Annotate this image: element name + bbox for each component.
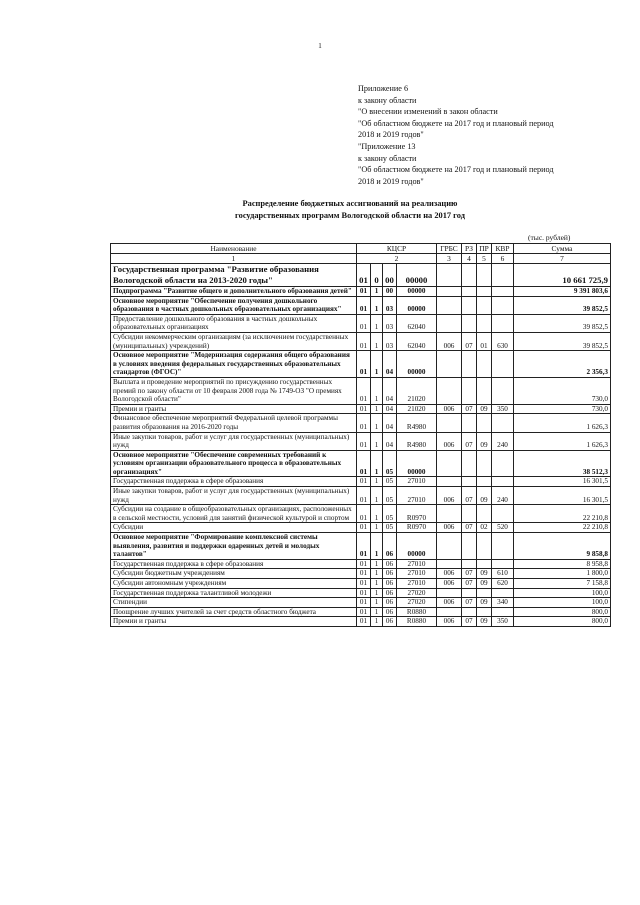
budget-table	[110, 243, 611, 627]
cell-name: Поощрение лучших учителей за счет средств областного бюджета	[111, 607, 357, 617]
cell-pr: 01	[477, 332, 492, 350]
cell-sum: 800,0	[514, 617, 611, 627]
cell-sum: 39 852,5	[514, 314, 611, 332]
cell-grbs: 006	[437, 432, 462, 450]
cell-kcsr-2: 1	[371, 351, 383, 378]
annex-line: Приложение 6	[358, 84, 409, 93]
cell-grbs: 006	[437, 332, 462, 350]
cell-kcsr-1: 01	[357, 351, 371, 378]
cell-rz: 07	[462, 523, 477, 533]
cell-kcsr-4: 00000	[397, 296, 437, 314]
cell-grbs: 006	[437, 598, 462, 608]
cell-kcsr-4: 27010	[397, 569, 437, 579]
cell-grbs	[437, 287, 462, 297]
cell-kcsr-3: 00	[383, 264, 397, 287]
cell-kcsr-4: R0970	[397, 505, 437, 523]
cell-name: Финансовое обеспечение мероприятий Федеральной целевой программы развития образования на 2016-2020 годы	[111, 414, 357, 432]
cell-kcsr-1: 01	[357, 264, 371, 287]
cell-name: Основное мероприятие "Обеспечение современных требований к условиям организации образовательного процесса в образовательных организациях"	[111, 450, 357, 477]
cell-kcsr-4: R4980	[397, 414, 437, 432]
table-row	[111, 579, 611, 589]
table-row	[111, 588, 611, 598]
cell-rz	[462, 505, 477, 523]
table-row	[111, 264, 611, 287]
cell-grbs	[437, 351, 462, 378]
cell-name: Государственная поддержка в сфере образования	[111, 477, 357, 487]
cell-kcsr-4: 27010	[397, 579, 437, 589]
cell-kvr: 240	[492, 432, 514, 450]
cell-kvr: 350	[492, 404, 514, 414]
cell-kcsr-4: 27010	[397, 487, 437, 505]
cell-kcsr-2: 1	[371, 314, 383, 332]
cell-kvr	[492, 351, 514, 378]
cell-kcsr-1: 01	[357, 450, 371, 477]
cell-kcsr-3: 06	[383, 588, 397, 598]
table-row	[111, 296, 611, 314]
cell-sum: 1 626,3	[514, 432, 611, 450]
cell-kcsr-3: 03	[383, 296, 397, 314]
cell-rz	[462, 351, 477, 378]
cell-kcsr-2: 1	[371, 296, 383, 314]
cell-rz	[462, 377, 477, 404]
cell-grbs	[437, 477, 462, 487]
cell-grbs: 006	[437, 523, 462, 533]
cell-grbs	[437, 559, 462, 569]
table-row	[111, 414, 611, 432]
cell-sum: 9 858,8	[514, 533, 611, 560]
table-row	[111, 432, 611, 450]
cell-pr	[477, 377, 492, 404]
cell-kcsr-2: 1	[371, 533, 383, 560]
cell-kcsr-2: 0	[371, 264, 383, 287]
cell-kvr	[492, 607, 514, 617]
cell-kcsr-2: 1	[371, 477, 383, 487]
cell-sum: 22 210,8	[514, 523, 611, 533]
cell-kcsr-4: 00000	[397, 264, 437, 287]
cell-pr	[477, 588, 492, 598]
cell-kvr: 630	[492, 332, 514, 350]
cell-rz: 07	[462, 404, 477, 414]
cell-rz	[462, 264, 477, 287]
cell-rz	[462, 314, 477, 332]
table-row	[111, 505, 611, 523]
cell-kcsr-2: 1	[371, 559, 383, 569]
table-row	[111, 477, 611, 487]
cell-sum: 8 958,8	[514, 559, 611, 569]
cell-grbs	[437, 377, 462, 404]
cell-kcsr-2: 1	[371, 505, 383, 523]
cell-name: Государственная поддержка талантливой молодежи	[111, 588, 357, 598]
cell-sum: 1 800,0	[514, 569, 611, 579]
cell-pr	[477, 559, 492, 569]
cell-kvr: 520	[492, 523, 514, 533]
title-line: Распределение бюджетных ассигнований на реализацию	[242, 199, 458, 208]
cell-kvr	[492, 505, 514, 523]
cell-name: Стипендии	[111, 598, 357, 608]
cell-kvr: 620	[492, 579, 514, 589]
cell-pr: 09	[477, 404, 492, 414]
cell-sum: 16 301,5	[514, 487, 611, 505]
table-row	[111, 569, 611, 579]
cell-kcsr-2: 1	[371, 579, 383, 589]
cell-pr	[477, 477, 492, 487]
cell-kcsr-1: 01	[357, 523, 371, 533]
cell-grbs	[437, 607, 462, 617]
cell-rz	[462, 477, 477, 487]
cell-kcsr-3: 04	[383, 377, 397, 404]
cell-kcsr-4: R0970	[397, 523, 437, 533]
cell-kvr	[492, 264, 514, 287]
cell-kcsr-2: 1	[371, 404, 383, 414]
cell-kcsr-3: 06	[383, 569, 397, 579]
table-row	[111, 617, 611, 627]
cell-kvr	[492, 559, 514, 569]
cell-kvr	[492, 450, 514, 477]
cell-kcsr-1: 01	[357, 332, 371, 350]
cell-name: Субсидии некоммерческим организациям (за исключением государственных (муниципальных) учреждений)	[111, 332, 357, 350]
cell-rz: 07	[462, 598, 477, 608]
cell-kcsr-2: 1	[371, 607, 383, 617]
annex-line: "О внесении изменений в закон области	[358, 107, 498, 117]
table-row	[111, 404, 611, 414]
header-num: 5	[477, 254, 492, 264]
cell-kcsr-3: 03	[383, 332, 397, 350]
cell-kcsr-3: 03	[383, 314, 397, 332]
table-row	[111, 332, 611, 350]
table-row	[111, 450, 611, 477]
cell-kcsr-4: 27010	[397, 559, 437, 569]
cell-grbs	[437, 588, 462, 598]
annex-line: к закону области	[358, 95, 417, 105]
header-kvr: КВР	[492, 244, 514, 254]
table-row	[111, 598, 611, 608]
cell-rz: 07	[462, 579, 477, 589]
header-grbs: ГРБС	[437, 244, 462, 254]
cell-kcsr-3: 06	[383, 579, 397, 589]
cell-pr	[477, 533, 492, 560]
cell-kcsr-1: 01	[357, 404, 371, 414]
cell-kcsr-1: 01	[357, 505, 371, 523]
cell-grbs	[437, 296, 462, 314]
cell-pr	[477, 296, 492, 314]
cell-pr: 09	[477, 598, 492, 608]
cell-kcsr-1: 01	[357, 477, 371, 487]
cell-kcsr-3: 05	[383, 450, 397, 477]
cell-name: Субсидии автономным учреждениям	[111, 579, 357, 589]
document-title	[90, 198, 610, 222]
cell-grbs: 006	[437, 487, 462, 505]
cell-pr: 09	[477, 569, 492, 579]
cell-kvr: 610	[492, 569, 514, 579]
cell-kcsr-2: 1	[371, 450, 383, 477]
cell-rz: 07	[462, 332, 477, 350]
cell-grbs	[437, 450, 462, 477]
cell-pr	[477, 607, 492, 617]
table-row	[111, 523, 611, 533]
cell-name: Субсидии на создание в общеобразовательных организациях, расположенных в сельской местности, условий для занятий физической культурой и спортом	[111, 505, 357, 523]
cell-grbs	[437, 414, 462, 432]
cell-kcsr-2: 1	[371, 588, 383, 598]
cell-name: Предоставление дошкольного образования в частных дошкольных образовательных организациях	[111, 314, 357, 332]
cell-kvr	[492, 296, 514, 314]
cell-kcsr-4: 62040	[397, 332, 437, 350]
cell-kcsr-4: 00000	[397, 450, 437, 477]
cell-rz: 07	[462, 617, 477, 627]
cell-kcsr-4: 00000	[397, 351, 437, 378]
cell-kcsr-3: 05	[383, 505, 397, 523]
cell-sum: 39 852,5	[514, 332, 611, 350]
table-row	[111, 377, 611, 404]
cell-sum: 2 356,3	[514, 351, 611, 378]
cell-kcsr-3: 06	[383, 598, 397, 608]
cell-pr: 09	[477, 617, 492, 627]
table-row	[111, 607, 611, 617]
header-num: 2	[357, 254, 437, 264]
cell-kcsr-3: 06	[383, 617, 397, 627]
header-kcsr: КЦСР	[357, 244, 437, 254]
cell-kcsr-1: 01	[357, 569, 371, 579]
cell-grbs	[437, 533, 462, 560]
cell-name: Государственная поддержка в сфере образования	[111, 559, 357, 569]
cell-kcsr-2: 1	[371, 414, 383, 432]
cell-grbs	[437, 505, 462, 523]
cell-name: Выплата и проведение мероприятий по присуждению государственных премий по закону области от 10 февраля 2008 года № 1749-ОЗ "О премиях Вологодской области"	[111, 377, 357, 404]
cell-kvr	[492, 477, 514, 487]
cell-rz	[462, 588, 477, 598]
cell-kcsr-4: 00000	[397, 533, 437, 560]
cell-sum: 16 301,5	[514, 477, 611, 487]
header-num: 6	[492, 254, 514, 264]
cell-kcsr-1: 01	[357, 296, 371, 314]
cell-kcsr-1: 01	[357, 314, 371, 332]
cell-kcsr-2: 1	[371, 487, 383, 505]
cell-kcsr-1: 01	[357, 287, 371, 297]
header-sum: Сумма	[514, 244, 611, 254]
cell-name: Государственная программа "Развитие образования Вологодской области на 2013-2020 годы"	[111, 264, 357, 287]
cell-name: Иные закупки товаров, работ и услуг для государственных (муниципальных) нужд	[111, 432, 357, 450]
cell-kcsr-4: 27020	[397, 588, 437, 598]
cell-kcsr-3: 06	[383, 559, 397, 569]
cell-kcsr-2: 1	[371, 332, 383, 350]
cell-kvr: 350	[492, 617, 514, 627]
annex-line: к закону области	[358, 153, 417, 163]
title-line: государственных программ Вологодской области на 2017 год	[235, 211, 465, 220]
cell-kcsr-4: 27010	[397, 477, 437, 487]
cell-rz	[462, 287, 477, 297]
cell-kcsr-2: 1	[371, 598, 383, 608]
cell-name: Основное мероприятие "Обеспечение получения дошкольного образования в частных дошкольных образовательных организациях"	[111, 296, 357, 314]
cell-sum: 39 852,5	[514, 296, 611, 314]
cell-grbs: 006	[437, 617, 462, 627]
cell-name: Основное мероприятие "Модернизация содержания общего образования в условиях введения федеральных государственных образовательных стандартов (ФГОС)"	[111, 351, 357, 378]
cell-kcsr-4: R4980	[397, 432, 437, 450]
annex-line: "Об областном бюджете на 2017 год и плановый период	[358, 165, 554, 175]
cell-kcsr-3: 04	[383, 404, 397, 414]
cell-rz: 07	[462, 487, 477, 505]
cell-kvr	[492, 414, 514, 432]
cell-kcsr-4: 27020	[397, 598, 437, 608]
cell-kcsr-3: 00	[383, 287, 397, 297]
cell-grbs: 006	[437, 404, 462, 414]
cell-kcsr-4: R0880	[397, 617, 437, 627]
cell-pr	[477, 351, 492, 378]
cell-kcsr-4: R0880	[397, 607, 437, 617]
cell-sum: 100,0	[514, 598, 611, 608]
cell-kvr	[492, 287, 514, 297]
cell-name: Основное мероприятие "Формирование комплексной системы выявления, развития и поддержки одаренных детей и молодых талантов"	[111, 533, 357, 560]
header-row	[111, 244, 611, 254]
cell-kcsr-4: 21020	[397, 377, 437, 404]
cell-kcsr-3: 04	[383, 432, 397, 450]
cell-kcsr-3: 06	[383, 533, 397, 560]
cell-kcsr-4: 21020	[397, 404, 437, 414]
cell-kcsr-3: 04	[383, 414, 397, 432]
cell-sum: 9 391 803,6	[514, 287, 611, 297]
cell-rz	[462, 533, 477, 560]
cell-kvr	[492, 588, 514, 598]
cell-kcsr-1: 01	[357, 598, 371, 608]
cell-pr	[477, 264, 492, 287]
cell-name: Субсидии бюджетным учреждениям	[111, 569, 357, 579]
cell-kvr: 240	[492, 487, 514, 505]
cell-kcsr-1: 01	[357, 588, 371, 598]
cell-rz	[462, 450, 477, 477]
cell-sum: 10 661 725,9	[514, 264, 611, 287]
cell-kcsr-1: 01	[357, 432, 371, 450]
cell-pr	[477, 287, 492, 297]
table-row	[111, 487, 611, 505]
page-number: 1	[318, 42, 322, 50]
cell-grbs	[437, 264, 462, 287]
cell-rz	[462, 414, 477, 432]
cell-kcsr-1: 01	[357, 617, 371, 627]
annex-line: "Об областном бюджете на 2017 год и плановый период	[358, 118, 554, 128]
cell-kcsr-3: 04	[383, 351, 397, 378]
cell-name: Субсидии	[111, 523, 357, 533]
cell-pr	[477, 450, 492, 477]
cell-pr	[477, 314, 492, 332]
cell-sum: 800,0	[514, 607, 611, 617]
header-num: 4	[462, 254, 477, 264]
cell-kcsr-2: 1	[371, 377, 383, 404]
cell-rz	[462, 296, 477, 314]
cell-kcsr-1: 01	[357, 607, 371, 617]
header-rz: РЗ	[462, 244, 477, 254]
cell-kcsr-2: 1	[371, 523, 383, 533]
cell-name: Премии и гранты	[111, 404, 357, 414]
cell-rz: 07	[462, 432, 477, 450]
annex-line: "Приложение 13	[358, 141, 416, 151]
header-name: Наименование	[111, 244, 357, 254]
table-row	[111, 559, 611, 569]
header-num: 7	[514, 254, 611, 264]
cell-sum: 730,0	[514, 377, 611, 404]
units-label: (тыс. рублей)	[528, 233, 571, 242]
cell-pr	[477, 505, 492, 523]
cell-kcsr-3: 05	[383, 487, 397, 505]
cell-sum: 100,0	[514, 588, 611, 598]
cell-kvr	[492, 533, 514, 560]
cell-kvr	[492, 377, 514, 404]
cell-kvr: 340	[492, 598, 514, 608]
cell-kcsr-1: 01	[357, 579, 371, 589]
cell-sum: 1 626,3	[514, 414, 611, 432]
cell-name: Подпрограмма "Развитие общего и дополнительного образования детей"	[111, 287, 357, 297]
cell-grbs: 006	[437, 569, 462, 579]
cell-kcsr-2: 1	[371, 287, 383, 297]
cell-pr: 02	[477, 523, 492, 533]
header-num: 1	[111, 254, 357, 264]
cell-sum: 22 210,8	[514, 505, 611, 523]
cell-kcsr-2: 1	[371, 569, 383, 579]
cell-kcsr-1: 01	[357, 559, 371, 569]
cell-kcsr-4: 00000	[397, 287, 437, 297]
cell-pr: 09	[477, 487, 492, 505]
cell-grbs	[437, 314, 462, 332]
header-num: 3	[437, 254, 462, 264]
cell-pr	[477, 414, 492, 432]
table-row	[111, 533, 611, 560]
cell-pr: 09	[477, 432, 492, 450]
cell-kcsr-3: 05	[383, 523, 397, 533]
cell-kcsr-3: 05	[383, 477, 397, 487]
cell-kcsr-3: 06	[383, 607, 397, 617]
table-body	[111, 264, 611, 627]
cell-sum: 730,0	[514, 404, 611, 414]
table-row	[111, 314, 611, 332]
cell-kcsr-1: 01	[357, 487, 371, 505]
header-pr: ПР	[477, 244, 492, 254]
table-row	[111, 351, 611, 378]
cell-kcsr-1: 01	[357, 414, 371, 432]
cell-sum: 7 158,8	[514, 579, 611, 589]
annex-line: 2018 и 2019 годов"	[358, 176, 424, 186]
cell-pr: 09	[477, 579, 492, 589]
cell-rz	[462, 607, 477, 617]
annex-header	[358, 83, 628, 187]
cell-name: Иные закупки товаров, работ и услуг для государственных (муниципальных) нужд	[111, 487, 357, 505]
table-row	[111, 287, 611, 297]
cell-kcsr-1: 01	[357, 377, 371, 404]
cell-kvr	[492, 314, 514, 332]
cell-rz	[462, 559, 477, 569]
cell-grbs: 006	[437, 579, 462, 589]
cell-kcsr-4: 62040	[397, 314, 437, 332]
cell-kcsr-2: 1	[371, 617, 383, 627]
header-number-row	[111, 254, 611, 264]
cell-name: Премии и гранты	[111, 617, 357, 627]
cell-kcsr-1: 01	[357, 533, 371, 560]
cell-kcsr-2: 1	[371, 432, 383, 450]
cell-sum: 38 512,3	[514, 450, 611, 477]
cell-rz: 07	[462, 569, 477, 579]
annex-line: 2018 и 2019 годов"	[358, 130, 424, 140]
